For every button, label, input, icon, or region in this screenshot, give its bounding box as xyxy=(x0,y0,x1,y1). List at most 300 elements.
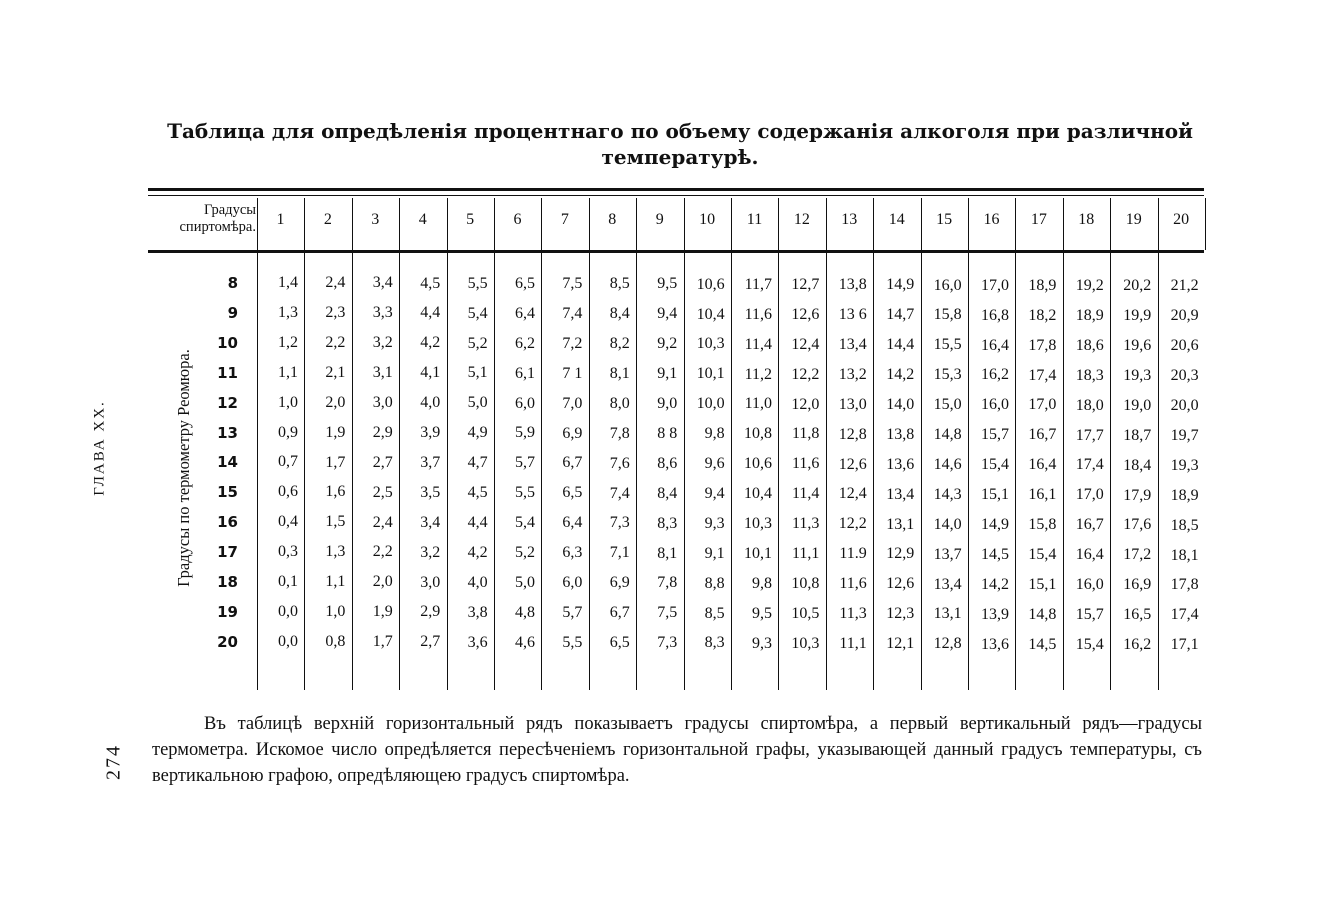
table-cell: 9,0 xyxy=(657,395,678,413)
table-cell: 6,7 xyxy=(609,604,630,622)
table-cell: 2,9 xyxy=(420,603,441,621)
table-cell: 15,1 xyxy=(1028,575,1057,593)
table-cell: 13,9 xyxy=(981,605,1009,623)
table-cell: 7,5 xyxy=(562,275,583,293)
table-cell: 3,7 xyxy=(420,453,441,471)
table-cell: 3,9 xyxy=(420,424,441,442)
row-label: 15 xyxy=(217,483,238,502)
table-cell: 17,0 xyxy=(1028,396,1057,414)
table-cell: 9,3 xyxy=(752,634,772,652)
row-label: 8 xyxy=(227,274,238,292)
table-cell: 4,0 xyxy=(467,573,488,591)
table-cell: 18,7 xyxy=(1123,426,1152,444)
table-cell: 16,4 xyxy=(1075,546,1104,564)
table-cell: 11,4 xyxy=(791,485,820,503)
table-cell: 2,7 xyxy=(420,633,441,651)
table-cell: 7,1 xyxy=(609,544,630,562)
table-cell: 19,3 xyxy=(1170,456,1199,474)
table-cell: 5,0 xyxy=(467,394,488,412)
table-cell: 16,1 xyxy=(1028,486,1057,504)
table-cell: 6,1 xyxy=(515,364,535,382)
table-cell: 14,6 xyxy=(933,455,962,473)
table-cell: 17,9 xyxy=(1123,486,1152,504)
table-cell: 1,0 xyxy=(278,393,298,411)
table-cell: 17,2 xyxy=(1123,546,1152,564)
table-cell: 2,7 xyxy=(372,453,393,471)
table-cell: 1,1 xyxy=(325,573,346,591)
header-label: Градусы спиртомѣра. xyxy=(179,202,256,235)
table-cell: 1,7 xyxy=(325,453,346,471)
table-cell: 18,9 xyxy=(1075,306,1104,324)
table-cell: 0,8 xyxy=(325,632,346,650)
table-cell: 2,4 xyxy=(325,274,346,292)
table-cell: 4,6 xyxy=(515,633,535,651)
table-cell: 5,4 xyxy=(515,514,535,532)
table-cell: 7,4 xyxy=(562,304,583,322)
table-cell: 2,5 xyxy=(372,483,393,501)
table-cell: 7,3 xyxy=(609,514,630,532)
table-cell: 14,0 xyxy=(886,395,915,413)
table-cell: 3,3 xyxy=(372,304,393,322)
header-rule xyxy=(148,250,1204,253)
table-cell: 1,1 xyxy=(278,363,298,381)
table-cell: 11.9 xyxy=(839,545,867,563)
table-cell: 4,0 xyxy=(420,394,441,412)
table-cell: 18,4 xyxy=(1123,456,1152,474)
table-cell: 14,4 xyxy=(886,336,915,354)
table-cell: 5,0 xyxy=(515,573,535,591)
table-cell: 19,0 xyxy=(1123,396,1152,414)
table-cell: 13,6 xyxy=(981,635,1009,653)
table-cell: 12,6 xyxy=(791,305,820,323)
table-cell: 8,3 xyxy=(704,634,725,652)
table-cell: 9,5 xyxy=(657,275,678,293)
table-cell: 17,0 xyxy=(1075,486,1104,504)
table-cell: 5,1 xyxy=(467,364,488,382)
table-cell: 3,0 xyxy=(372,393,393,411)
note-text: Въ таблицѣ верхній горизонтальный рядъ показываетъ градусы спиртомѣра, а первый вертикальный рядъ—градусы термометра. Искомое число опредѣляется пересѣченіемъ горизонтальной графы, указывающей данный градусъ температуры, съ вертикальною графою, опредѣляющею градусъ спиртомѣра. xyxy=(152,714,1202,786)
table-cell: 10,3 xyxy=(791,634,820,652)
table-cell: 16,7 xyxy=(1028,426,1057,444)
table-cell: 11,0 xyxy=(744,395,772,413)
table-cell: 16,0 xyxy=(933,276,962,294)
table-cell: 14,3 xyxy=(933,485,962,503)
table-cell: 2,4 xyxy=(372,513,393,531)
table-cell: 16,2 xyxy=(1123,636,1152,654)
table-cell: 8,8 xyxy=(704,574,725,592)
table-cell: 16,4 xyxy=(1028,456,1057,474)
table-cell: 12,2 xyxy=(838,515,867,533)
table-cell: 7,4 xyxy=(609,484,630,502)
table-cell: 4,7 xyxy=(467,454,488,472)
table-cell: 12,2 xyxy=(791,365,820,383)
table-cell: 8,4 xyxy=(609,305,630,323)
table-cell: 2,1 xyxy=(325,363,346,381)
row-label: 11 xyxy=(217,363,238,382)
table-cell: 18,3 xyxy=(1075,366,1104,384)
chapter-heading: ГЛАВА XX. xyxy=(91,400,108,496)
table-cell: 17,4 xyxy=(1028,366,1057,384)
column-header: 5 xyxy=(466,211,475,228)
table-cell: 1,3 xyxy=(325,543,346,561)
table-cell: 12,6 xyxy=(838,455,867,473)
table-cell: 20,6 xyxy=(1170,337,1199,355)
table-cell: 13,8 xyxy=(886,425,915,443)
table-cell: 11,2 xyxy=(744,365,772,383)
table-cell: 1,5 xyxy=(325,513,346,531)
table-cell: 20,3 xyxy=(1170,367,1199,385)
table-cell: 18,5 xyxy=(1170,516,1199,534)
table-cell: 8,1 xyxy=(609,364,630,382)
table-cell: 10,4 xyxy=(696,305,725,323)
table-cell: 5,4 xyxy=(467,304,488,322)
table-cell: 2,3 xyxy=(325,304,346,322)
table-cell: 16,4 xyxy=(981,336,1009,354)
table-cell: 0,1 xyxy=(278,573,298,590)
table-cell: 6,5 xyxy=(515,274,535,292)
table-cell: 4,5 xyxy=(420,274,441,292)
table-cell: 13,1 xyxy=(886,515,915,533)
table-cell: 4,9 xyxy=(467,424,488,442)
table-cell: 14,5 xyxy=(1028,635,1057,653)
table-cell: 3,4 xyxy=(372,274,393,292)
table-cell: 17,8 xyxy=(1170,576,1199,594)
table-cell: 17,4 xyxy=(1075,456,1104,474)
table-cell: 6,0 xyxy=(515,394,535,412)
table-cell: 17,1 xyxy=(1170,636,1199,654)
table-cell: 4,1 xyxy=(420,364,441,382)
table-cell: 17,7 xyxy=(1075,426,1104,444)
table-cell: 12,9 xyxy=(886,545,915,563)
table-cell: 11,3 xyxy=(791,515,820,533)
page-number: 274 xyxy=(102,744,125,780)
table-cell: 8,6 xyxy=(657,454,678,472)
table-cell: 14,9 xyxy=(981,515,1009,533)
table-cell: 0,7 xyxy=(278,453,298,471)
table-cell: 5,5 xyxy=(467,274,488,292)
table-cell: 13,2 xyxy=(838,365,867,383)
column-header: 16 xyxy=(983,211,1000,228)
table-cell: 16,9 xyxy=(1123,576,1152,594)
table-cell: 19,7 xyxy=(1170,426,1199,444)
table-cell: 1,4 xyxy=(278,274,298,291)
column-header: 14 xyxy=(888,211,905,228)
table-cell: 12,4 xyxy=(791,335,820,353)
table-cell: 5,9 xyxy=(515,424,535,442)
table-cell: 12,1 xyxy=(886,635,915,653)
table-cell: 19,3 xyxy=(1123,366,1152,384)
row-label: 13 xyxy=(217,423,238,442)
table-cell: 11,8 xyxy=(791,425,820,443)
table-cell: 16,8 xyxy=(981,306,1009,324)
table-cell: 5,5 xyxy=(515,484,535,502)
table-cell: 12,3 xyxy=(886,605,915,623)
table-title: Таблица для опредѣленія процентнаго по объему содержанія алкоголя при различной температурѣ. xyxy=(167,119,1193,169)
row-label: 9 xyxy=(227,303,238,322)
table-cell: 18,9 xyxy=(1028,276,1057,294)
row-axis-label: Градусы по термометру Реомюра. xyxy=(174,349,193,587)
table-cell: 3,8 xyxy=(467,603,488,621)
table-cell: 3,6 xyxy=(467,633,488,651)
column-header: 7 xyxy=(560,211,569,228)
row-label: 17 xyxy=(217,543,238,562)
table-cell: 15,8 xyxy=(1028,516,1057,534)
table-cell: 10,3 xyxy=(696,335,725,353)
column-header: 4 xyxy=(418,211,427,228)
table-cell: 6,3 xyxy=(562,544,583,562)
table-cell: 13,4 xyxy=(886,485,915,503)
table-cell: 9,4 xyxy=(704,484,725,502)
table-cell: 8,2 xyxy=(609,335,630,353)
table-cell: 12,8 xyxy=(933,635,962,653)
table-cell: 10,6 xyxy=(744,455,772,473)
table-cell: 8,3 xyxy=(657,514,678,532)
row-label: 10 xyxy=(217,333,238,352)
table-cell: 1,3 xyxy=(278,303,298,321)
table-cell: 9,5 xyxy=(752,604,772,622)
table-cell: 6,9 xyxy=(562,424,583,442)
table-cell: 19,6 xyxy=(1123,337,1152,355)
table-cell: 15,8 xyxy=(933,306,962,324)
table-cell: 7 1 xyxy=(562,364,583,382)
column-header: 3 xyxy=(371,211,380,228)
row-label: 12 xyxy=(217,393,238,412)
table-cell: 2,0 xyxy=(325,393,346,411)
column-header: 1 xyxy=(276,211,285,228)
table-cell: 6,4 xyxy=(562,514,583,532)
top-thin-rule xyxy=(148,195,1204,196)
table-cell: 12,8 xyxy=(838,425,867,443)
table-cell: 15,4 xyxy=(1075,635,1104,653)
table-cell: 20,9 xyxy=(1170,307,1199,325)
table-cell: 14,0 xyxy=(933,515,962,533)
table-cell: 16,2 xyxy=(981,366,1009,384)
column-header: 17 xyxy=(1030,211,1047,228)
table-cell: 8,0 xyxy=(609,394,630,412)
table-cell: 9,1 xyxy=(704,544,725,562)
table-cell: 11,1 xyxy=(791,545,820,563)
table-cell: 11,6 xyxy=(744,305,772,323)
table-cell: 15,5 xyxy=(933,336,962,354)
table-cell: 13,6 xyxy=(886,455,915,473)
table-cell: 10,5 xyxy=(791,604,820,622)
table-cell: 13 6 xyxy=(838,306,867,324)
table-cell: 6,5 xyxy=(609,634,630,652)
column-header: 2 xyxy=(323,211,332,228)
table-cell: 0,3 xyxy=(278,543,298,561)
table-cell: 15,4 xyxy=(981,456,1009,474)
table-cell: 13,1 xyxy=(933,605,962,623)
table-cell: 12,0 xyxy=(791,395,820,413)
table-cell: 1,9 xyxy=(325,423,346,441)
table-cell: 14,2 xyxy=(886,366,915,384)
table-cell: 10,4 xyxy=(744,485,772,503)
column-header: 8 xyxy=(608,211,617,228)
table-cell: 9,3 xyxy=(704,514,725,532)
row-label: 19 xyxy=(217,602,238,621)
table-cell: 21,2 xyxy=(1170,277,1199,295)
table-cell: 8,1 xyxy=(657,544,678,562)
table-cell: 6,9 xyxy=(609,574,630,592)
table-cell: 7,6 xyxy=(609,454,630,472)
table-cell: 7,2 xyxy=(562,334,583,352)
table-cell: 10,1 xyxy=(696,365,725,383)
table-cell: 4,2 xyxy=(467,543,488,561)
table-cell: 17,4 xyxy=(1170,606,1199,624)
table-cell: 19,2 xyxy=(1075,277,1104,295)
table-cell: 15,7 xyxy=(1075,605,1104,623)
table-cell: 13,8 xyxy=(838,276,867,294)
table-cell: 9,8 xyxy=(752,574,772,592)
table-cell: 16,0 xyxy=(981,396,1009,414)
table-cell: 15,7 xyxy=(981,426,1009,444)
table-cell: 15,0 xyxy=(933,396,962,414)
table-cell: 4,5 xyxy=(467,484,488,502)
table-cell: 11,3 xyxy=(839,605,867,623)
table-cell: 14,5 xyxy=(981,545,1009,563)
table-cell: 15,4 xyxy=(1028,545,1057,563)
column-header: 6 xyxy=(513,211,522,228)
table-cell: 11,6 xyxy=(839,575,867,593)
column-header: 19 xyxy=(1125,211,1142,228)
table-cell: 12,6 xyxy=(886,575,915,593)
table-cell: 10,0 xyxy=(696,395,725,413)
table-cell: 3,2 xyxy=(420,543,441,561)
column-header: 13 xyxy=(841,211,858,228)
explanatory-note xyxy=(152,711,1202,789)
table-cell: 6,5 xyxy=(562,484,583,502)
table-cell: 10,8 xyxy=(791,574,820,592)
table-cell: 7,3 xyxy=(657,634,678,652)
table-cell: 0,6 xyxy=(278,483,298,501)
table-cell: 6,7 xyxy=(562,454,583,472)
table-cell: 5,2 xyxy=(467,334,488,352)
table-cell: 9,1 xyxy=(657,365,678,383)
table-cell: 11,6 xyxy=(791,455,820,473)
row-label: 20 xyxy=(217,632,238,651)
table-cell: 13,0 xyxy=(838,395,867,413)
table-cell: 10,3 xyxy=(744,515,772,532)
table-cell: 1,7 xyxy=(372,633,393,651)
column-divider xyxy=(1205,198,1206,250)
table-cell: 4,2 xyxy=(420,334,441,352)
table-cell: 13,7 xyxy=(933,545,962,563)
row-label: 16 xyxy=(217,513,238,532)
table-cell: 14,8 xyxy=(1028,605,1057,623)
table-cell: 2,2 xyxy=(372,543,393,561)
table-cell: 1,0 xyxy=(325,603,346,621)
column-header: 20 xyxy=(1173,211,1190,228)
table-cell: 17,6 xyxy=(1123,516,1152,534)
table-cell: 1,2 xyxy=(278,333,298,351)
table-cell: 7,5 xyxy=(657,604,678,622)
table-cell: 7,8 xyxy=(609,424,630,442)
table-cell: 6,4 xyxy=(515,304,535,322)
column-header: 9 xyxy=(655,211,664,228)
table-cell: 18,1 xyxy=(1170,546,1199,564)
table-cell: 10,8 xyxy=(744,425,772,443)
table-cell: 8,5 xyxy=(704,604,725,622)
table-cell: 8 8 xyxy=(657,424,678,442)
table-cell: 4,8 xyxy=(515,603,535,621)
table-cell: 2,9 xyxy=(372,423,393,441)
column-header: 10 xyxy=(699,211,716,228)
table-cell: 16,5 xyxy=(1123,606,1152,624)
table-cell: 6,2 xyxy=(515,334,535,352)
table-cell: 9,6 xyxy=(704,455,725,473)
table-cell: 13,4 xyxy=(838,335,867,353)
table-cell: 18,6 xyxy=(1075,336,1104,354)
table-cell: 9,2 xyxy=(657,335,678,353)
table-cell: 14,2 xyxy=(981,575,1009,593)
column-header: 12 xyxy=(793,211,810,228)
table-cell: 9,4 xyxy=(657,305,678,323)
row-label: 18 xyxy=(217,573,238,591)
table-cell: 16,7 xyxy=(1075,516,1104,534)
table-cell: 9,8 xyxy=(704,425,725,443)
column-header: 18 xyxy=(1078,211,1095,228)
table-cell: 5,7 xyxy=(562,603,583,621)
table-cell: 1,9 xyxy=(372,603,393,621)
table-cell: 20,0 xyxy=(1170,397,1199,415)
table-cell: 3,0 xyxy=(420,573,441,591)
table-cell: 18,0 xyxy=(1075,396,1104,414)
table-cell: 18,9 xyxy=(1170,486,1199,504)
table-cell: 0,0 xyxy=(278,602,298,620)
table-cell: 11,1 xyxy=(839,634,867,652)
table-cell: 0,0 xyxy=(278,632,298,650)
table-cell: 5,7 xyxy=(515,454,535,472)
table-cell: 12,4 xyxy=(838,485,867,503)
table-cell: 4,4 xyxy=(420,304,441,322)
table-cell: 7,8 xyxy=(657,574,678,592)
table-cell: 3,5 xyxy=(420,483,441,501)
table-cell: 15,1 xyxy=(981,486,1009,503)
table-cell: 7,0 xyxy=(562,394,583,412)
table-cell: 2,2 xyxy=(325,333,346,351)
table-cell: 5,2 xyxy=(515,544,535,561)
table-cell: 14,7 xyxy=(886,306,915,324)
table-cell: 1,6 xyxy=(325,483,346,501)
table-cell: 0,4 xyxy=(278,513,298,531)
table-cell: 17,8 xyxy=(1028,336,1057,354)
table-cell: 8,5 xyxy=(609,275,630,293)
table-cell: 8,4 xyxy=(657,484,678,502)
table-cell: 4,4 xyxy=(467,513,488,531)
row-label: 14 xyxy=(217,453,238,472)
table-cell: 20,2 xyxy=(1123,277,1152,295)
table-cell: 3,1 xyxy=(372,364,393,382)
table-cell: 3,2 xyxy=(372,334,393,352)
table-cell: 17,0 xyxy=(981,276,1009,294)
table-cell: 14,8 xyxy=(933,426,962,444)
table-cell: 15,3 xyxy=(933,366,962,384)
table-cell: 10,1 xyxy=(744,544,772,562)
table-cell: 16,0 xyxy=(1075,576,1104,594)
table-cell: 11,7 xyxy=(744,275,772,293)
table-cell: 3,4 xyxy=(420,513,441,531)
top-double-rule xyxy=(148,188,1204,191)
column-header: 15 xyxy=(936,211,953,228)
table-cell: 18,2 xyxy=(1028,306,1057,324)
table-cell: 10,6 xyxy=(696,275,725,293)
table-cell: 0,9 xyxy=(278,423,298,441)
table-cell: 14,9 xyxy=(886,276,915,294)
table-cell: 13,4 xyxy=(933,575,962,593)
table-cell: 11,4 xyxy=(744,335,772,353)
table-cell: 5,5 xyxy=(562,633,583,651)
column-header: 11 xyxy=(746,211,763,228)
